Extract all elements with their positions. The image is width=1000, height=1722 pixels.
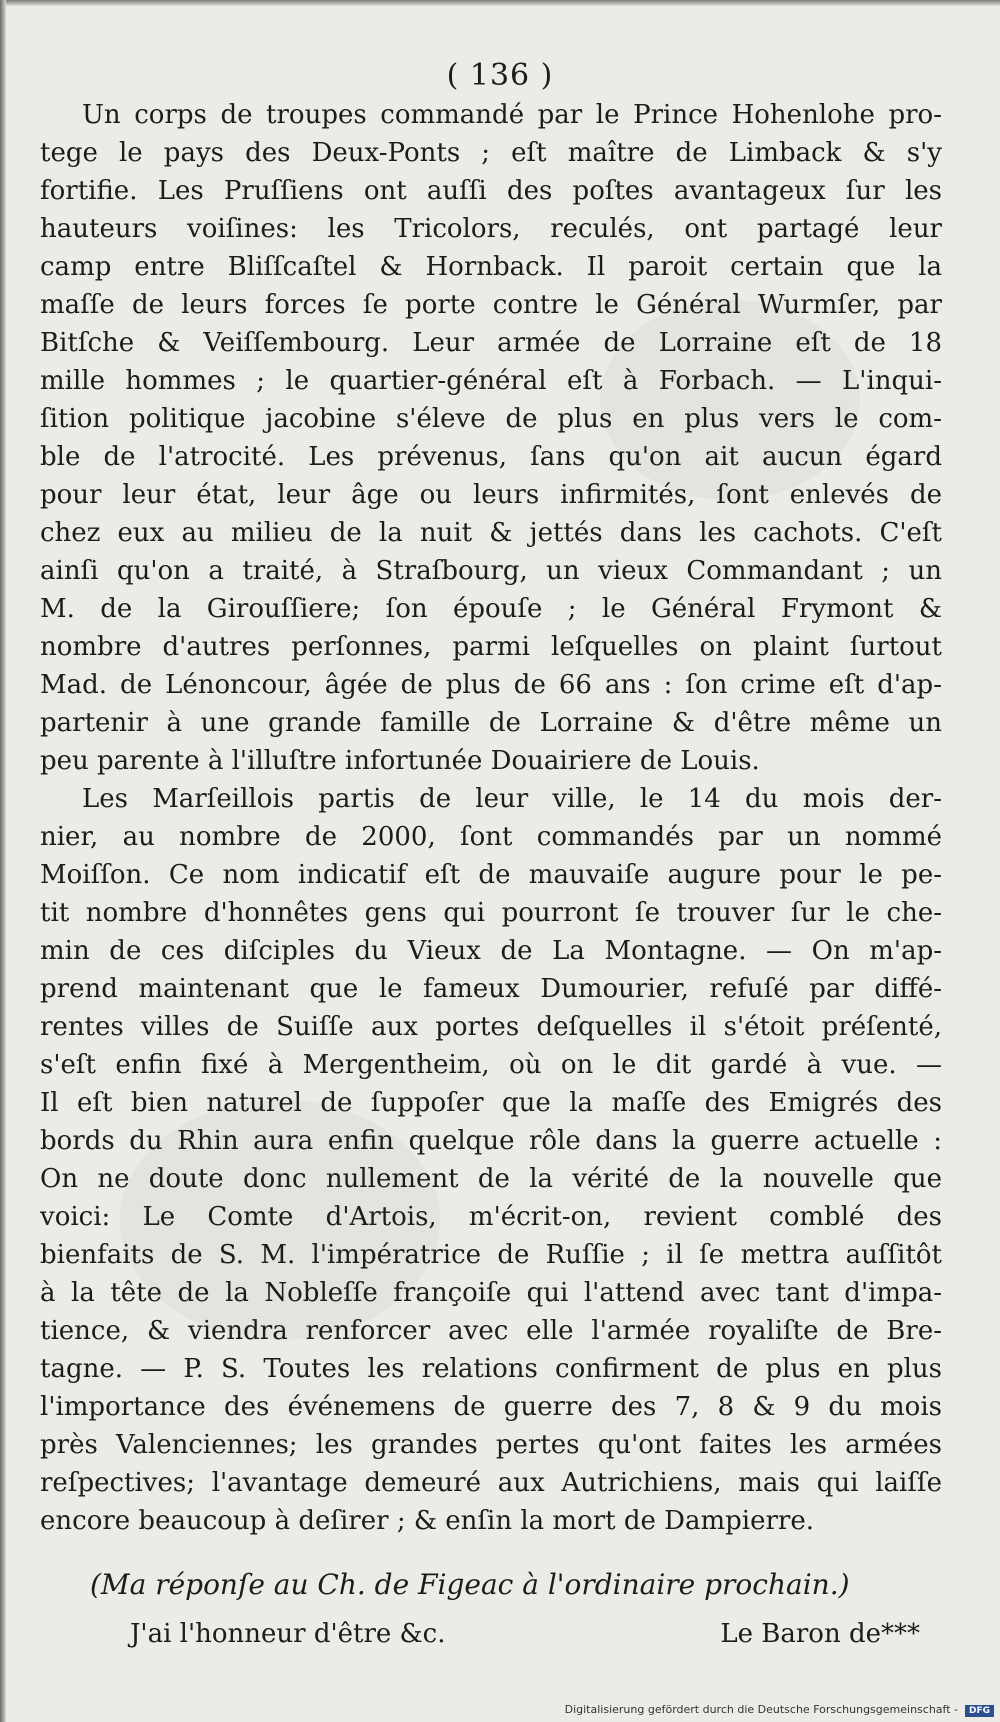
- text-line: fortifie. Les Pruſſiens ont auſſi des poſtes avantageux ſur les: [40, 176, 942, 206]
- text-line: nombre d'autres perſonnes, parmi leſquelles on plaint ſurtout: [40, 632, 942, 662]
- text-line: chez eux au milieu de la nuit & jettés dans les cachots. C'eſt: [40, 518, 942, 548]
- text-line: bienfaits de S. M. l'impératrice de Ruſſie ; il ſe mettra auſſitôt: [40, 1240, 942, 1270]
- text-line: s'eſt enfin fixé à Mergentheim, où on le dit gardé à vue. —: [40, 1050, 942, 1080]
- text-line: tege le pays des Deux-Ponts ; eſt maître de Limback & s'y: [40, 138, 942, 168]
- text-line: tagne. — P. S. Toutes les relations confirment de plus en plus: [40, 1354, 942, 1384]
- body-text: [40, 96, 942, 1540]
- text-line: près Valenciennes; les grandes pertes qu'ont faites les armées: [40, 1430, 942, 1460]
- text-line: ble de l'atrocité. Les prévenus, ſans qu'on ait aucun égard: [40, 442, 942, 472]
- text-line: pour leur état, leur âge ou leurs infirmités, ſont enlevés de: [40, 480, 942, 510]
- dfg-logo-icon: DFG: [965, 1705, 994, 1717]
- text-line: Moiſſon. Ce nom indicatif eſt de mauvaiſe augure pour le pe-: [40, 860, 942, 890]
- text-line: prend maintenant que le fameux Dumourier, refuſé par diffé-: [40, 974, 942, 1004]
- text-line: On ne doute donc nullement de la vérité de la nouvelle que: [40, 1164, 942, 1194]
- signoff-signature: Le Baron de***: [720, 1619, 920, 1649]
- text-line: hauteurs voiſines: les Tricolors, reculés, ont partagé leur: [40, 214, 942, 244]
- page-number: ( 136 ): [446, 58, 554, 93]
- footer: [0, 1692, 1000, 1722]
- text-line: Un corps de troupes commandé par le Prince Hohenlohe pro-: [82, 100, 942, 130]
- text-line: tit nombre d'honnêtes gens qui pourront ſe trouver ſur le che-: [40, 898, 942, 928]
- text-line: ſition politique jacobine s'éleve de plus en plus vers le com-: [40, 404, 942, 434]
- text-line: partenir à une grande famille de Lorraine & d'être même un: [40, 708, 942, 738]
- text-line: voici: Le Comte d'Artois, m'écrit-on, revient comblé des: [40, 1202, 942, 1232]
- text-line: Les Marſeillois partis de leur ville, le 14 du mois der-: [82, 784, 942, 814]
- text-line: à la tête de la Nobleſſe françoiſe qui l'attend avec tant d'impa-: [40, 1278, 942, 1308]
- text-line: nier, au nombre de 2000, ſont commandés par un nommé: [40, 822, 942, 852]
- page-top-shadow: [0, 0, 1000, 6]
- text-line: Il eſt bien naturel de ſuppoſer que la maſſe des Emigrés des: [40, 1088, 942, 1118]
- text-line: Mad. de Lénoncour, âgée de plus de 66 ans : ſon crime eſt d'ap-: [40, 670, 942, 700]
- closing-note: (Ma réponſe au Ch. de Figeac à l'ordinaire prochain.): [90, 1568, 850, 1601]
- text-line: l'importance des événemens de guerre des 7, 8 & 9 du mois: [40, 1392, 942, 1422]
- text-line: tience, & viendra renforcer avec elle l'armée royaliſte de Bre-: [40, 1316, 942, 1346]
- text-line: ainſi qu'on a traité, à Straſbourg, un vieux Commandant ; un: [40, 556, 942, 586]
- text-line: camp entre Bliſſcaſtel & Hornback. Il paroit certain que la: [40, 252, 942, 282]
- footer-credit: Digitalisierung gefördert durch die Deutsche Forschungsgemeinschaft -: [564, 1703, 958, 1716]
- page-left-shadow: [0, 0, 6, 1722]
- text-line: Bitſche & Veiſſembourg. Leur armée de Lorraine eſt de 18: [40, 328, 942, 358]
- text-line: rentes villes de Suiſſe aux portes deſquelles il s'étoit préſenté,: [40, 1012, 942, 1042]
- text-line: M. de la Girouſſiere; ſon épouſe ; le Général Frymont &: [40, 594, 942, 624]
- text-line: maſſe de leurs forces ſe porte contre le Général Wurmſer, par: [40, 290, 942, 320]
- text-line: bords du Rhin aura enfin quelque rôle dans la guerre actuelle :: [40, 1126, 942, 1156]
- text-line: peu parente à l'illuſtre infortunée Douairiere de Louis.: [40, 746, 760, 776]
- text-line: reſpectives; l'avantage demeuré aux Autrichiens, mais qui laiſſe: [40, 1468, 942, 1498]
- text-line: mille hommes ; le quartier-général eſt à Forbach. — L'inqui-: [40, 366, 942, 396]
- signoff-greeting: J'ai l'honneur d'être &c.: [130, 1619, 446, 1649]
- text-line: min de ces diſciples du Vieux de La Montagne. — On m'ap-: [40, 936, 942, 966]
- text-line: encore beaucoup à deſirer ; & enſin la mort de Dampierre.: [40, 1506, 815, 1536]
